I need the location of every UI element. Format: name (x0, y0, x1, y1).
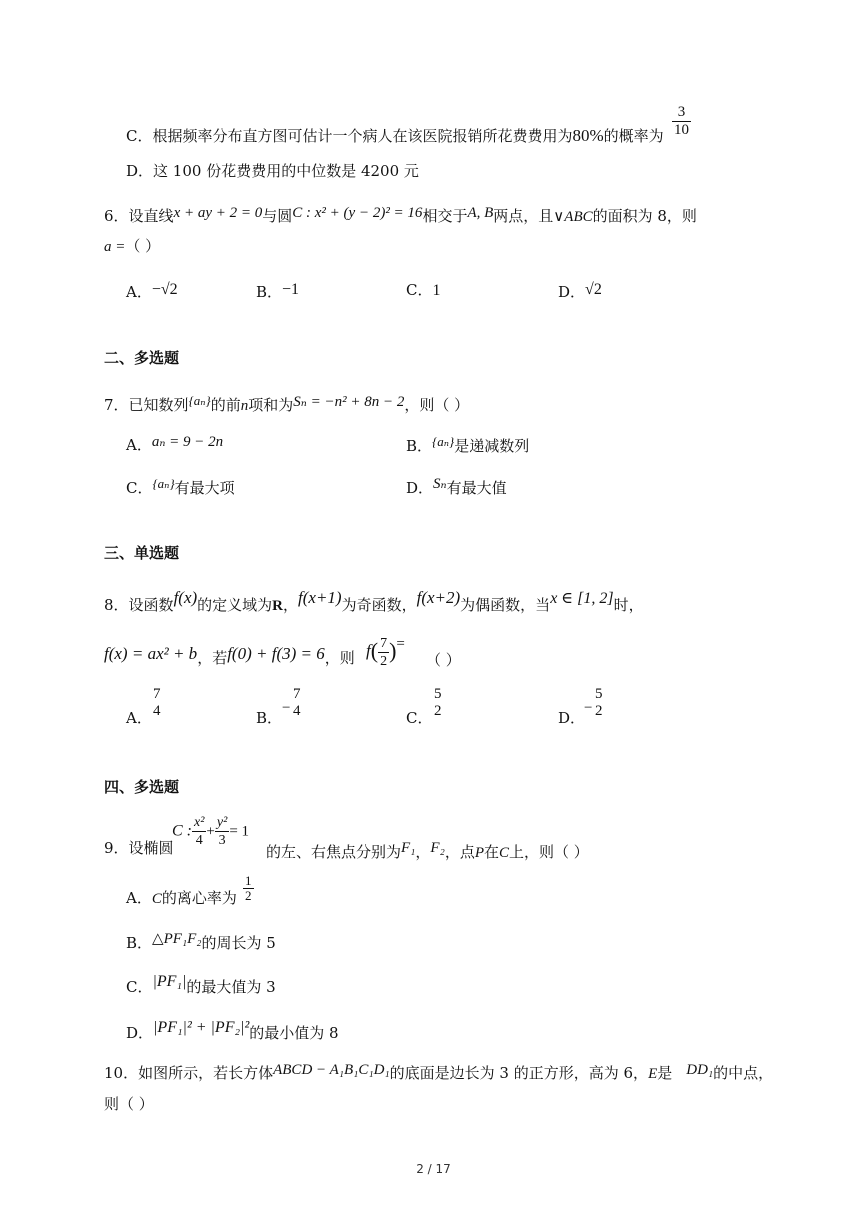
q6-option-d: D．√2 (558, 281, 602, 301)
section-heading: 二、多选题 (104, 349, 180, 367)
section-heading: 四、多选题 (104, 778, 180, 796)
page-number: 2 / 17 (416, 1162, 451, 1176)
q7-option-c: C．{aₙ}有最大项 (126, 476, 235, 497)
q5-option-c (126, 126, 664, 146)
q8-a-fraction: 7 4 (153, 686, 161, 719)
q9-option-d: D．|PF₁|² + |PF₂|²的最小值为 8 (126, 1019, 339, 1042)
q9-stem-suffix: 的左、右焦点分别为F₁，F₂，点P在C上，则（ ） (266, 840, 589, 861)
q8-b-fraction: 7 4 (293, 686, 301, 719)
q6-option-b: B．−1 (256, 281, 300, 301)
percentage: 80% (572, 126, 604, 145)
q7-option-b: B．{aₙ}是递减数列 (406, 434, 530, 455)
q9-stem-prefix: 9．设椭圆 (104, 839, 174, 857)
q6-stem: 6．设直线x + ay + 2 = 0与圆C : x² + (y − 2)² = 16相交于A, B两点，且∨ABC的面积为 8，则 (104, 205, 697, 225)
q6-option-a: A．−√2 (126, 281, 178, 301)
section-heading: 三、单选题 (104, 544, 180, 562)
q7-option-a: A．aₙ = 9 − 2n (126, 434, 224, 454)
q8-c-fraction: 5 2 (434, 686, 442, 719)
triangle: ∨ABC (553, 209, 593, 225)
q9-option-c: C．|PF₁|的最大值为 3 (126, 973, 276, 996)
ellipse-equation: C : $\frac{\text{x²}}{4}$ + $\frac{\text{y²}}{3}$ = 1 (172, 815, 250, 848)
circle-equation: C : x² + (y − 2)² = 16 (292, 205, 423, 221)
q8-option-c: C． (406, 709, 433, 727)
minus-sign: − (584, 700, 593, 716)
q9-option-b: B．△PF₁F₂的周长为 5 (126, 931, 276, 952)
q7-option-d: D．Sₙ有最大值 (406, 476, 507, 497)
q5-c-fraction: $\frac{3}{10}$ (674, 104, 689, 138)
q7-stem: 7．已知数列{aₙ}的前n项和为Sₙ = −n² + 8n − 2，则（ ） (104, 393, 470, 414)
q8-d-fraction: 5 2 (595, 686, 603, 719)
q10-ask: 则（ ） (104, 1095, 154, 1113)
q8-option-d: D． (558, 709, 586, 727)
q10-stem: 10．如图所示，若长方体ABCD − A₁B₁C₁D₁的底面是边长为 3 的正方形，高为 6，E是 DD₁的中点， (104, 1062, 774, 1082)
q9-a-fraction: $\frac{1}{2}$ (245, 873, 252, 903)
sum-formula: Sₙ = −n² + 8n − 2 (293, 394, 405, 410)
q8-condition: f(x) = ax² + b，若f(0) + f(3) = 6，则 (104, 644, 355, 667)
line-equation: x + ay + 2 = 0 (173, 205, 263, 221)
q9-option-a: A．C的离心率为 (126, 889, 237, 907)
q8-option-b: B． (256, 709, 283, 727)
q6-ask: a =（ ） (104, 237, 161, 255)
q8-option-a: A． (126, 709, 152, 727)
option-text: 根据频率分布直方图可估计一个病人在该医院报销所花费费用为 (152, 127, 573, 145)
q5-option-d: D．这 100 份花费费用的中位数是 4200 元 (126, 162, 419, 180)
cuboid-name: ABCD − A₁B₁C₁D₁ (273, 1062, 390, 1078)
option-text: 的概率为 (603, 127, 664, 145)
q8-paren: （ ） (426, 651, 461, 669)
minus-sign: − (282, 700, 291, 716)
option-label: C． (126, 127, 153, 145)
fraction: $\frac{7}{2}$ (380, 635, 388, 669)
q6-option-c: C．1 (406, 281, 441, 299)
q8-stem: 8．设函数f(x)的定义域为R，f(x+1)为奇函数，f(x+2)为偶函数，当x ∈ [1, 2]时， (104, 588, 644, 614)
q8-ask: f( $\frac{7}{2}$ )= (366, 635, 405, 669)
